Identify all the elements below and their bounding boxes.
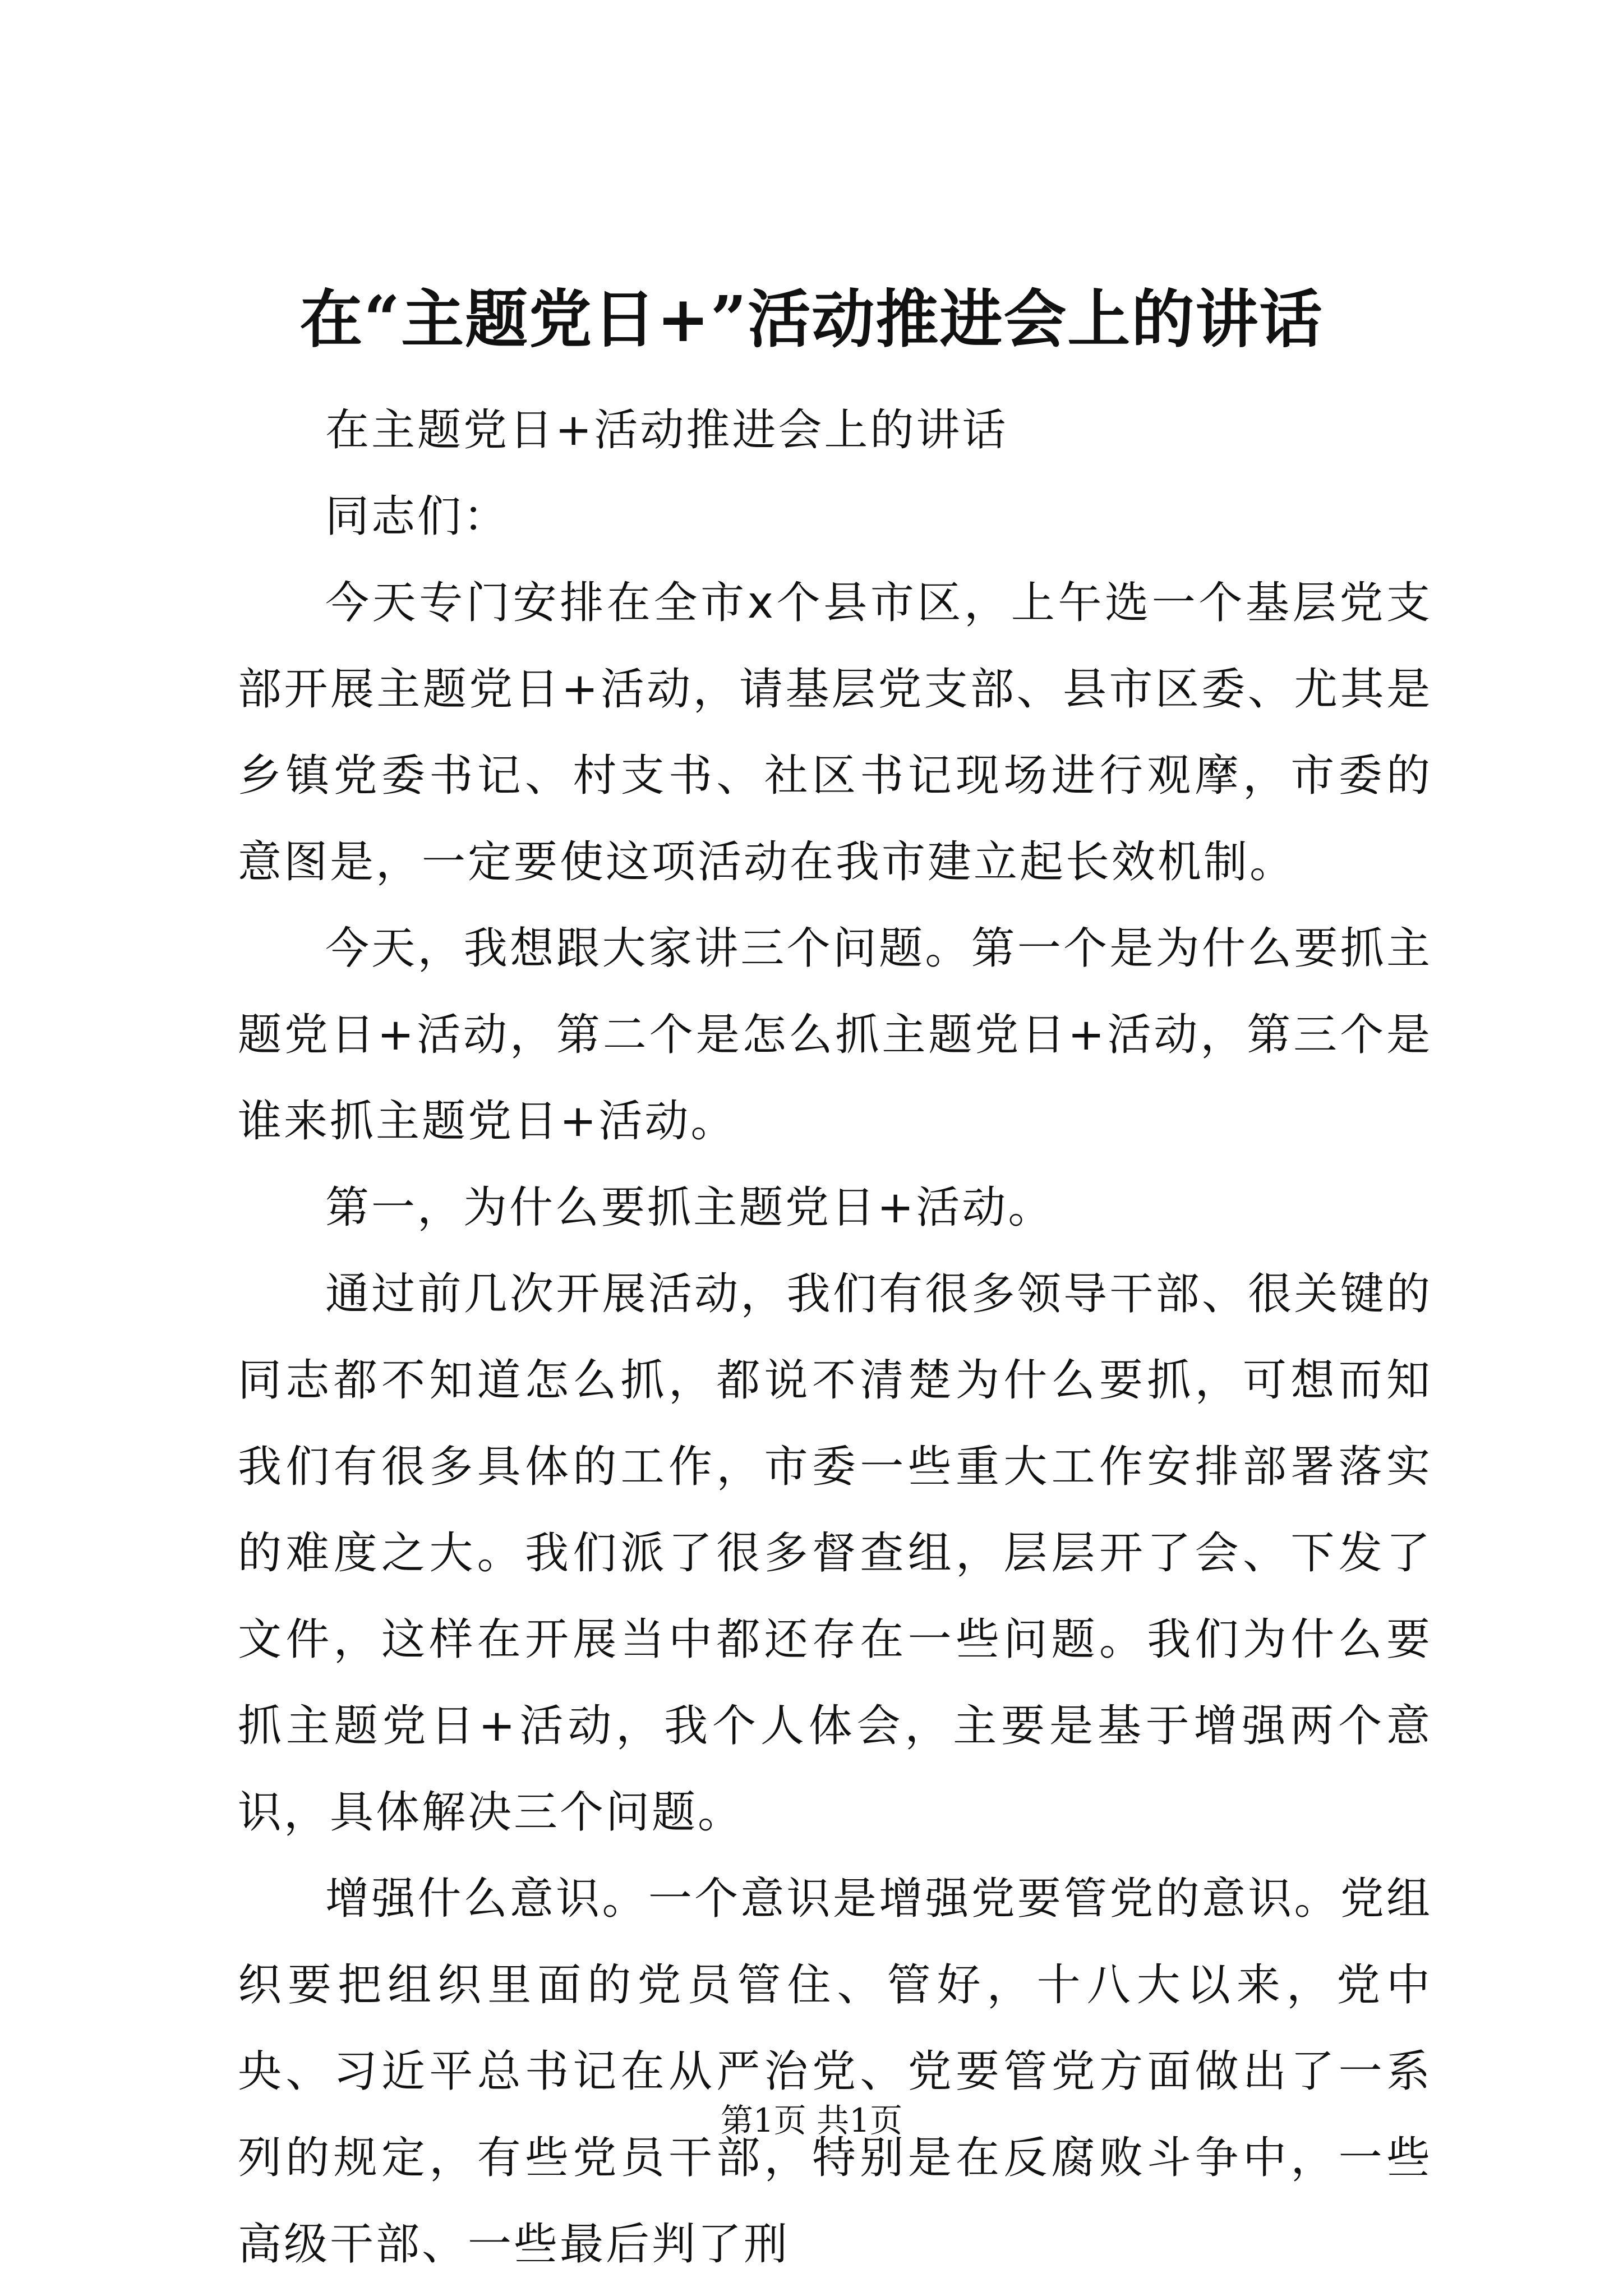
document-body <box>238 387 1432 2288</box>
paragraph-section-heading: 第一，为什么要抓主题党日+活动。 <box>325 1182 1054 1233</box>
paragraph: 今天，我想跟大家讲三个问题。第一个是为什么要抓主题党日+活动，第二个是怎么抓主题党日+活动，第三个是谁来抓主题党日+活动。 <box>238 923 1432 1147</box>
paragraph: 增强什么意识。一个意识是增强党要管党的意识。党组织要把组织里面的党员管住、管好，十八大以来，党中央、习近平总书记在从严治党、党要管党方面做出了一系列的规定，有些党员干部，特别是在反腐败斗争中，一些高级干部、一些最后判了刑 <box>238 1874 1432 2270</box>
page-footer: 第1页 共1页 <box>720 2101 903 2139</box>
paragraph-salutation: 同志们： <box>325 491 510 542</box>
paragraph-subtitle: 在主题党日+活动推进会上的讲话 <box>325 405 1008 455</box>
document-title: 在“主题党日+”活动推进会上的讲话 <box>299 283 1324 356</box>
paragraph: 今天专门安排在全市x个县市区，上午选一个基层党支部开展主题党日+活动，请基层党支部、县市区委、尤其是乡镇党委书记、村支书、社区书记现场进行观摩，市委的意图是，一定要使这项活动在我市建立起长效机制。 <box>238 578 1432 887</box>
paragraph: 通过前几次开展活动，我们有很多领导干部、很关键的同志都不知道怎么抓，都说不清楚为什么要抓，可想而知我们有很多具体的工作，市委一些重大工作安排部署落实的难度之大。我们派了很多督查组，层层开了会、下发了文件，这样在开展当中都还存在一些问题。我们为什么要抓主题党日+活动，我个人体会，主要是基于增强两个意识，具体解决三个问题。 <box>238 1269 1432 1838</box>
